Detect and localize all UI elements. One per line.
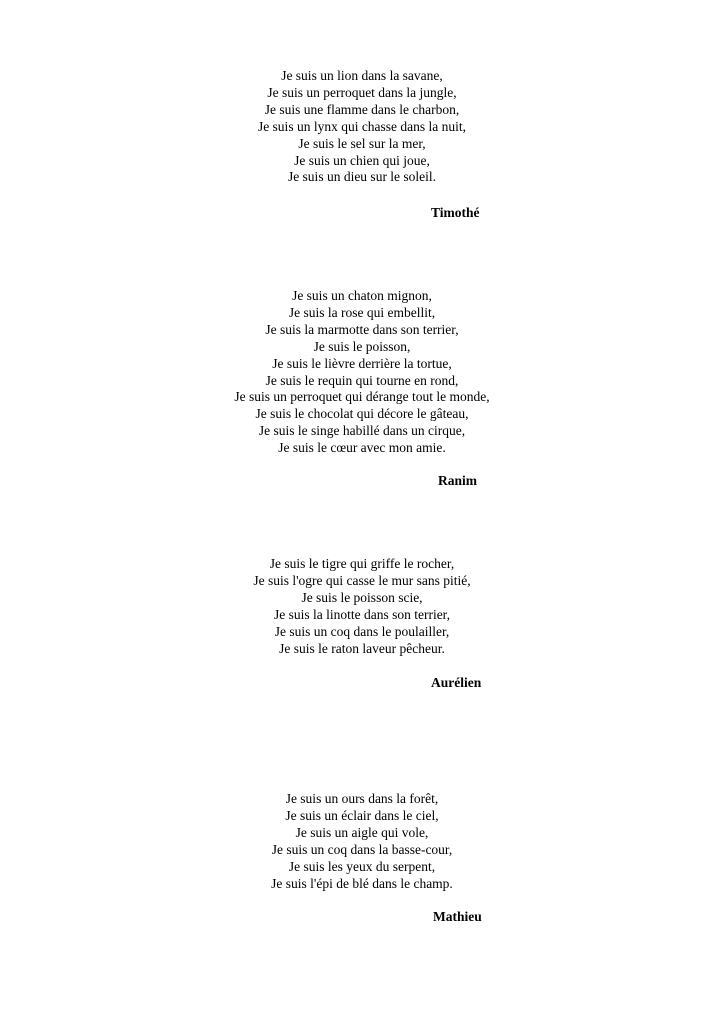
poem-line: Je suis un chien qui joue,: [294, 152, 430, 168]
poem-line: Je suis le tigre qui griffe le rocher,: [269, 556, 455, 571]
poem-timothe: [0, 68, 724, 220]
poem-author: Timothé: [431, 205, 480, 220]
poem-line: Je suis le cœur avec mon amie.: [278, 440, 446, 456]
poem-line: Je suis la rose qui embellit,: [288, 304, 436, 320]
poem-line: Je suis l'épi de blé dans le champ.: [271, 875, 453, 891]
poem-line: Je suis un lynx qui chasse dans la nuit,: [257, 118, 467, 134]
poem-line: Je suis un perroquet qui dérange tout le monde,: [234, 389, 490, 405]
poem-line: Je suis un chaton mignon,: [292, 288, 432, 303]
poem-line: Je suis le raton laveur pêcheur.: [279, 640, 445, 656]
poem-line: Je suis le poisson,: [313, 338, 411, 354]
poem-lines: [0, 791, 724, 892]
poem-lines: [0, 556, 724, 657]
poem-line: Je suis la marmotte dans son terrier,: [265, 321, 459, 337]
poem-lines: [0, 68, 724, 186]
poem-line: Je suis un lion dans la savane,: [281, 68, 443, 83]
poem-line: Je suis le lièvre derrière la tortue,: [272, 355, 452, 371]
poem-line: Je suis les yeux du serpent,: [288, 858, 436, 874]
poem-line: Je suis le requin qui tourne en rond,: [265, 372, 459, 388]
poem-aurelien: [0, 556, 724, 690]
poem-line: Je suis un dieu sur le soleil.: [287, 169, 437, 185]
poem-line: Je suis le poisson scie,: [301, 589, 423, 605]
poem-line: Je suis un coq dans la basse-cour,: [271, 841, 453, 857]
poem-line: Je suis la linotte dans son terrier,: [273, 606, 451, 622]
poem-line: Je suis le sel sur la mer,: [298, 135, 426, 151]
poem-line: Je suis un perroquet dans la jungle,: [267, 84, 457, 100]
poem-author: Aurélien: [431, 675, 482, 690]
poem-line: Je suis l'ogre qui casse le mur sans pitié,: [253, 572, 471, 588]
poem-ranim: [0, 288, 724, 488]
poem-line: Je suis un coq dans le poulailler,: [274, 623, 450, 639]
poem-line: Je suis le singe habillé dans un cirque,: [258, 423, 466, 439]
poem-line: Je suis le chocolat qui décore le gâteau,: [255, 406, 469, 422]
poem-line: Je suis un ours dans la forêt,: [285, 791, 439, 806]
poem-author: Ranim: [438, 473, 478, 488]
poem-lines: [0, 288, 724, 457]
poem-line: Je suis un aigle qui vole,: [295, 824, 429, 840]
poem-line: Je suis une flamme dans le charbon,: [264, 101, 460, 117]
poem-mathieu: [0, 791, 724, 924]
poem-line: Je suis un éclair dans le ciel,: [285, 807, 439, 823]
poem-author: Mathieu: [433, 909, 482, 924]
